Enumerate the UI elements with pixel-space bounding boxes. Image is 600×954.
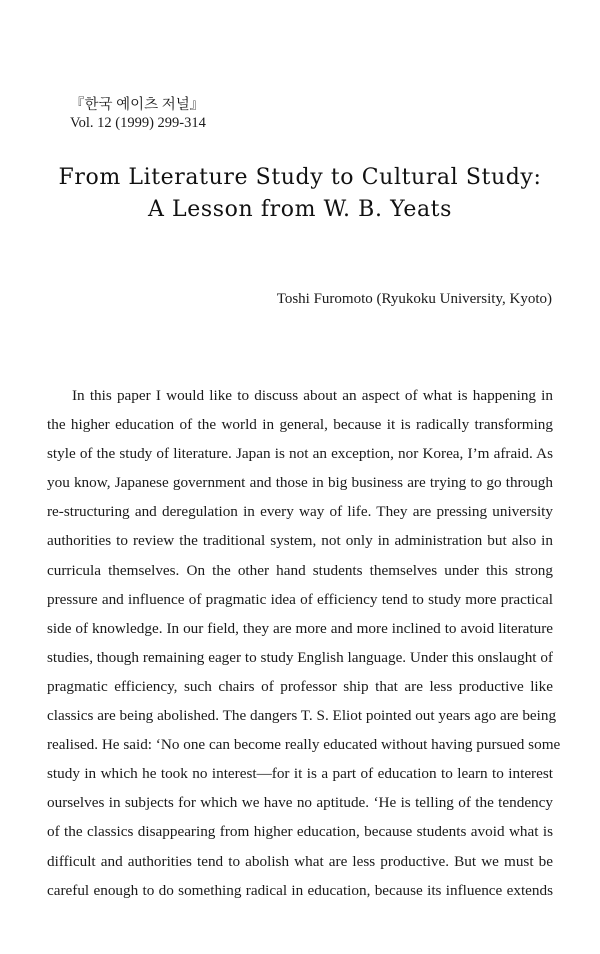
title-line-1: From Literature Study to Cultural Study:: [58, 165, 542, 190]
body-line: the higher education of the world in general, because it is radically transforming: [47, 416, 553, 434]
body-line: In this paper I would like to discuss about an aspect of what is happening in: [72, 387, 553, 404]
body-line: authorities to review the traditional system, not only in administration but also in: [47, 532, 553, 550]
journal-header: [70, 96, 206, 132]
body-line: pressure and influence of pragmatic idea of efficiency tend to study more practical: [47, 590, 553, 608]
title-line-2: A Lesson from W. B. Yeats: [147, 197, 453, 222]
body-line: careful enough to do something radical in education, because its influence extends: [47, 881, 553, 899]
body-line: of the classics disappearing from higher education, because students avoid what is: [47, 823, 553, 841]
body-line: curricula themselves. On the other hand students themselves under this strong: [47, 561, 553, 579]
body-line: study in which he took no interest—for it is a part of education to learn to interest: [47, 765, 553, 783]
body-line: pragmatic efficiency, such chairs of professor ship that are less productive like: [47, 677, 553, 695]
body-line: realised. He said: ‘No one can become really educated without having pursued some: [47, 736, 561, 754]
volume-info: Vol. 12 (1999) 299-314: [70, 115, 206, 131]
body-line: re-structuring and deregulation in every way of life. They are pressing university: [47, 503, 553, 521]
body-line: classics are being abolished. The dangers T. S. Eliot pointed out years ago are being: [47, 707, 557, 725]
journal-name: 『한국 예이츠 저널』: [70, 97, 205, 113]
author-affiliation: Toshi Furomoto (Ryukoku University, Kyoto): [276, 291, 552, 307]
body-line: difficult and authorities tend to abolish what are less productive. But we must be: [47, 852, 553, 870]
body-line: studies, though remaining eager to study English language. Under this onslaught of: [47, 648, 553, 666]
body-line: you know, Japanese government and those in big business are trying to go through: [47, 474, 553, 492]
body-line: style of the study of literature. Japan is not an exception, nor Korea, I’m afraid. As: [47, 445, 553, 463]
body-line: side of knowledge. In our field, they are more and more inclined to avoid literature: [47, 619, 553, 637]
body-paragraph: [47, 381, 561, 905]
paper-title: [0, 162, 600, 226]
body-line: ourselves in subjects for which we have no aptitude. ‘He is telling of the tendency: [47, 794, 553, 812]
